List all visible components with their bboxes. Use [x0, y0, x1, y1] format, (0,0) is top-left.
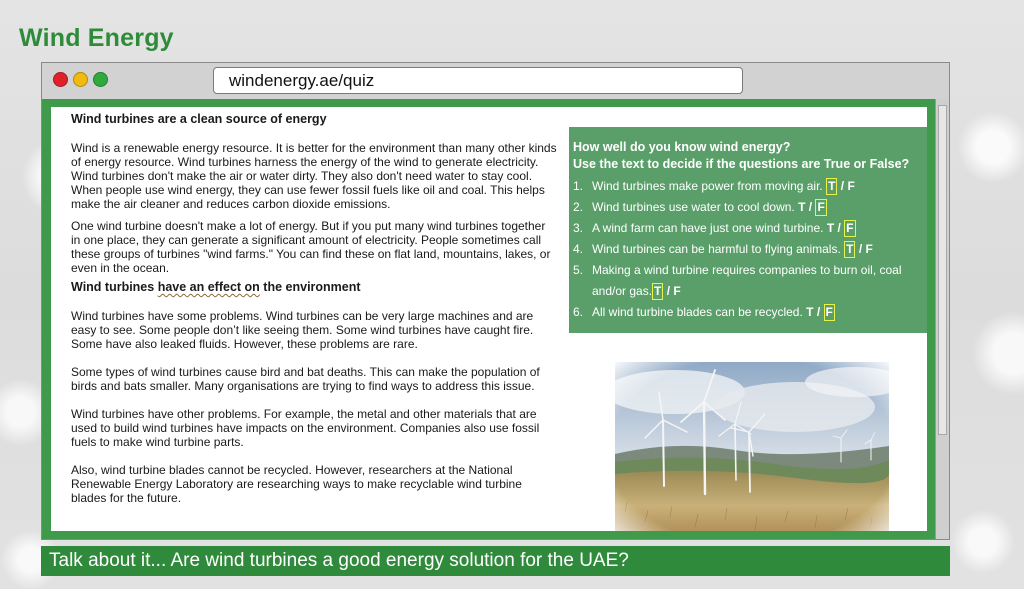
answer-false-selected[interactable]: F	[846, 221, 854, 235]
article-paragraph: Some types of wind turbines cause bird and bat deaths. This can make the population of birds and bats smaller. Many organisations are trying to find ways to address this issue.	[71, 365, 540, 393]
page-viewport	[42, 99, 936, 539]
article-paragraph: Wind turbines have other problems. For example, the metal and other materials that are used to build wind turbines have impacts on the environment. Companies also use fossil fuels to make wind turbine parts.	[71, 407, 540, 449]
article-paragraph: Wind is a renewable energy resource. It is better for the environment than many other kinds of energy resource. Wind turbines harness the energy of the wind to generate electricity. Wind turbines don't make the air or water dirty. They also don't need water to stay cool. When people use wind energy, they can use fewer fossil fuels like oil and coal. This helps make the air cleaner and reduces carbon dioxide emissions.	[71, 141, 557, 211]
quiz-question-5: 5. Making a wind turbine requires companies to burn oil, coal and/or gas. T / F	[573, 263, 902, 298]
browser-window	[41, 62, 950, 540]
quiz-panel	[569, 127, 927, 333]
article-paragraph: One wind turbine doesn't make a lot of energy. But if you put many wind turbines together in one place, they can generate a significant amount of electricity. People sometimes call these groups of turbines "wind farms." You can find these on flat land, mountains, lakes, or even in the ocean.	[71, 219, 551, 275]
quiz-question-3: 3. A wind farm can have just one wind turbine. T / F	[573, 221, 854, 235]
quiz-title: How well do you know wind energy?	[573, 140, 791, 154]
answer-false-option[interactable]: F	[865, 242, 873, 256]
article-heading-clean-energy: Wind turbines are a clean source of energy	[71, 112, 327, 126]
article-paragraph: Wind turbines have some problems. Wind turbines can be very large machines and are easy to see. Some people don’t like seeing them. Some wind turbines have caught fire. Some have also leaked fluids. However, these problems are rare.	[71, 309, 534, 351]
quiz-instructions: Use the text to decide if the questions are True or False?	[573, 157, 910, 171]
quiz-question-1: 1. Wind turbines make power from moving air. T / F	[573, 179, 855, 193]
discussion-banner: Talk about it... Are wind turbines a good energy solution for the UAE?	[41, 546, 950, 576]
answer-true-option[interactable]: T	[806, 305, 814, 319]
minimize-window-icon[interactable]	[73, 72, 88, 87]
answer-false-option[interactable]: F	[847, 179, 855, 193]
answer-false-option[interactable]: F	[673, 284, 681, 298]
quiz-question-6: 6. All wind turbine blades can be recycled. T / F	[573, 305, 833, 319]
quiz-question-2: 2. Wind turbines use water to cool down. T / F	[573, 200, 825, 214]
address-bar[interactable]: windenergy.ae/quiz	[213, 67, 743, 94]
quiz-question-4: 4. Wind turbines can be harmful to flying animals. T / F	[573, 242, 873, 256]
answer-false-selected[interactable]: F	[817, 200, 825, 214]
page-title: Wind Energy	[19, 24, 174, 52]
scrollbar-thumb[interactable]	[938, 105, 947, 435]
maximize-window-icon[interactable]	[93, 72, 108, 87]
answer-true-selected[interactable]: T	[654, 284, 662, 298]
answer-true-selected[interactable]: T	[828, 179, 836, 193]
answer-true-option[interactable]: T	[826, 221, 835, 235]
wind-farm-photo	[615, 362, 889, 531]
spellcheck-underlined-text[interactable]: have an effect on	[157, 280, 260, 294]
heading-text: the environment	[259, 280, 361, 294]
article-heading-environment	[71, 280, 557, 295]
heading-text: Wind turbines	[71, 280, 158, 294]
answer-false-selected[interactable]: F	[825, 305, 833, 319]
page-content	[51, 107, 927, 531]
article	[71, 112, 557, 513]
article-paragraph: Also, wind turbine blades cannot be recycled. However, researchers at the National Renewable Energy Laboratory are researching ways to make recyclable wind turbine blades for the future.	[71, 463, 522, 505]
answer-true-selected[interactable]: T	[846, 242, 854, 256]
browser-toolbar	[42, 63, 949, 98]
close-window-icon[interactable]	[53, 72, 68, 87]
vertical-scrollbar[interactable]	[935, 99, 949, 539]
answer-true-option[interactable]: T	[798, 200, 806, 214]
quiz-question-list	[573, 176, 923, 323]
